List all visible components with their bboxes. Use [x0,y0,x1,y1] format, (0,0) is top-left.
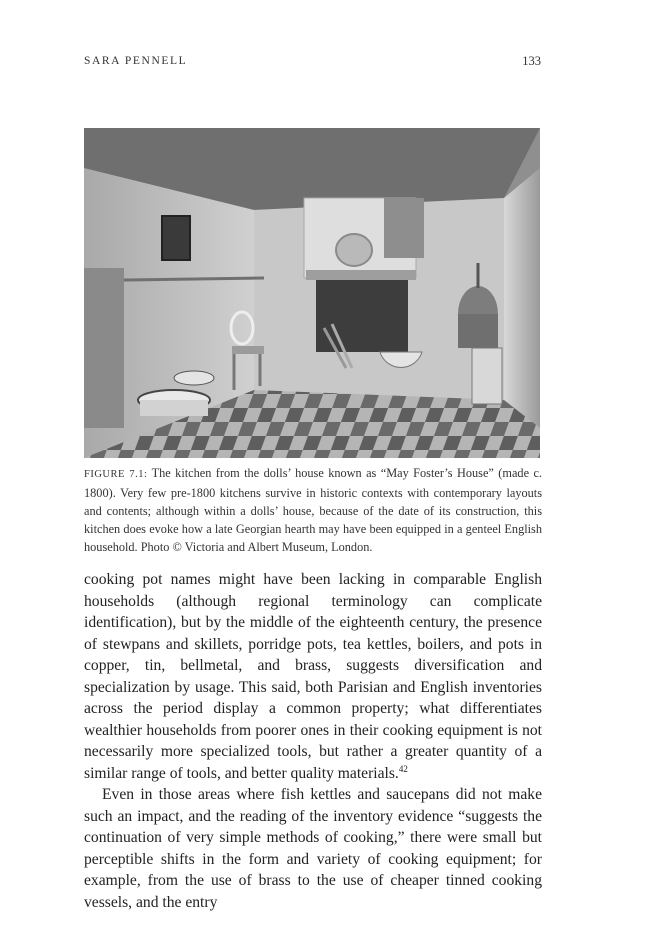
kitchen-photo-image [84,128,540,458]
paragraph-2: Even in those areas where fish kettles and saucepans did not make such an impact, and the reading of the inventory evidence “suggests the continuation of very simple methods of cooking,” there were small but perceptible shifts in the form and variety of cooking equipment; for example, from the use of brass to the use of cheaper tinned cooking vessels, and the entry [84,786,542,911]
figure-photo [84,128,540,458]
paragraph-1-text: cooking pot names might have been lacking in comparable English households (although regional terminology can complicate identification), but by the middle of the eighteenth century, the presence of stewpans and skillets, porridge pots, tea kettles, boilers, and pots in copper, tin, bellmetal, and brass, suggests diversification and specialization by usage. This said, both Parisian and English inventories across the period display a common property; what differentiates wealthier households from poorer ones in their cooking equipment is not necessarily more specialized tools, but rather a greater quantity of a similar range of tools, and better quality materials. [84,571,542,782]
paragraph-1 [84,569,542,784]
figure-caption [84,464,542,556]
running-head: SARA PENNELL [84,55,188,67]
footnote-ref[interactable]: 42 [398,763,408,774]
figure-caption-text: The kitchen from the dolls’ house known as “May Foster’s House” (made c. 1800). Very few pre-1800 kitchens survive in historic contexts with contemporary layouts and contents; although within a dolls’ house, because of the date of its construction, this kitchen does evoke how a late Georgian hearth may have been equipped in a genteel English household. Photo © Victoria and Albert Museum, London. [84,466,542,554]
body-text [84,569,542,913]
figure-label: FIGURE 7.1: [84,469,148,480]
page-number: 133 [522,54,541,68]
